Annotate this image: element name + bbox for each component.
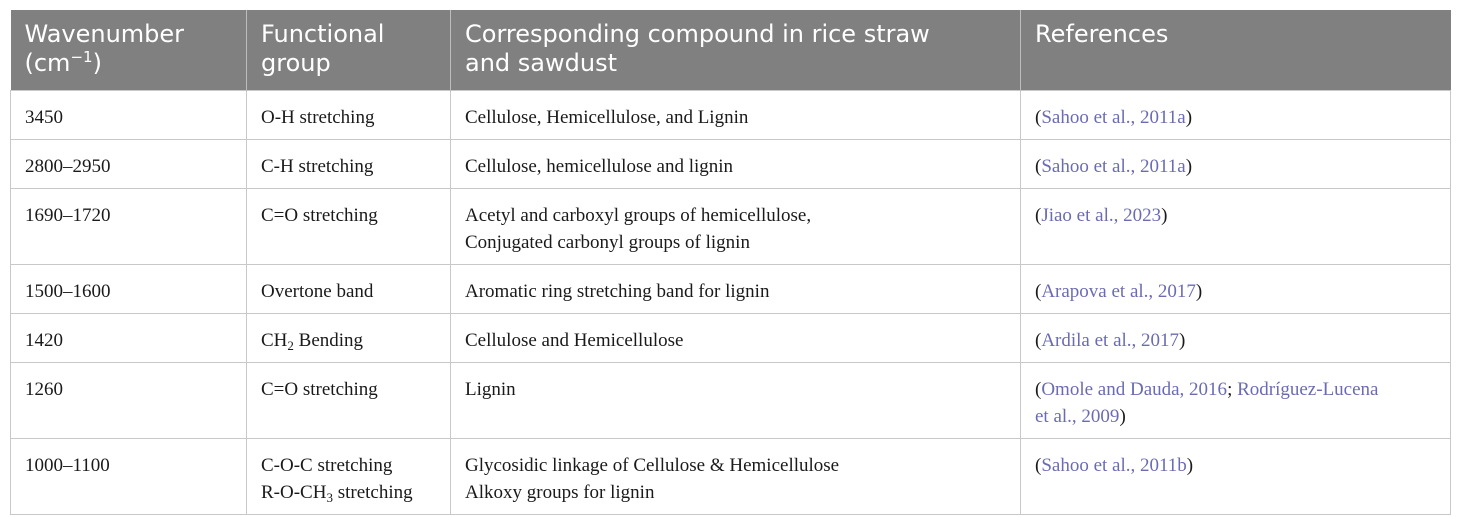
cell-compound: Lignin — [451, 363, 1021, 439]
cell-wavenumber: 2800–2950 — [11, 140, 247, 189]
table-row — [11, 314, 1451, 363]
group-suffix: stretching — [332, 482, 413, 503]
cell-reference — [1021, 439, 1451, 515]
reference-line2 — [1035, 403, 1436, 430]
ref-paren: ) — [1179, 330, 1186, 351]
header-functional-group-line1: Functional — [261, 20, 385, 48]
cell-reference — [1021, 91, 1451, 140]
compound-line2: Alkoxy groups for lignin — [465, 482, 655, 503]
reference-link[interactable]: Arapova et al., 2017 — [1041, 281, 1196, 302]
cell-functional-group: Overtone band — [247, 265, 451, 314]
ref-paren: ) — [1185, 107, 1193, 128]
header-compound-line2: and sawdust — [465, 49, 617, 77]
unit-superscript: −1 — [70, 48, 93, 66]
header-references — [1021, 10, 1451, 91]
header-compound-line1: Corresponding compound in rice straw — [465, 20, 930, 48]
cell-wavenumber: 3450 — [11, 91, 247, 140]
group-formula: R-O-CH — [261, 482, 327, 503]
header-references-label: References — [1035, 20, 1169, 48]
ref-paren: ( — [1035, 205, 1042, 226]
table-row — [11, 363, 1451, 439]
table-row — [11, 189, 1451, 265]
table-row — [11, 439, 1451, 515]
header-functional-group — [247, 10, 451, 91]
ref-paren: ) — [1119, 406, 1126, 427]
compound-line1: Acetyl and carboxyl groups of hemicellulose, — [465, 205, 812, 226]
reference-link[interactable]: Jiao et al., 2023 — [1041, 205, 1162, 226]
header-wavenumber-unit — [25, 49, 233, 78]
cell-wavenumber: 1000–1100 — [11, 439, 247, 515]
group-line1: C-O-C stretching — [261, 455, 393, 476]
cell-compound: Cellulose, Hemicellulose, and Lignin — [451, 91, 1021, 140]
reference-link[interactable]: Sahoo et al., 2011a — [1041, 156, 1186, 177]
cell-wavenumber: 1260 — [11, 363, 247, 439]
table-row — [11, 140, 1451, 189]
ref-paren: ) — [1185, 156, 1193, 177]
ref-paren: ( — [1035, 455, 1042, 476]
ref-paren: ) — [1195, 281, 1203, 302]
cell-compound: Cellulose, hemicellulose and lignin — [451, 140, 1021, 189]
reference-link[interactable]: Rodríguez-Lucena — [1237, 379, 1379, 400]
ref-paren: ( — [1035, 379, 1042, 400]
reference-link[interactable]: et al., 2009 — [1035, 406, 1120, 427]
cell-functional-group: O-H stretching — [247, 91, 451, 140]
reference-link[interactable]: Sahoo et al., 2011a — [1041, 107, 1186, 128]
group-subscript: 3 — [326, 490, 333, 505]
compound-line2: Conjugated carbonyl groups of lignin — [465, 232, 750, 253]
cell-reference — [1021, 314, 1451, 363]
reference-link[interactable]: Omole and Dauda, 2016 — [1041, 379, 1228, 400]
group-line2 — [261, 479, 436, 506]
unit-close: ) — [92, 49, 102, 77]
header-compound — [451, 10, 1021, 91]
cell-functional-group: C=O stretching — [247, 189, 451, 265]
ref-paren: ( — [1035, 330, 1042, 351]
ref-paren: ( — [1035, 156, 1042, 177]
cell-compound: Aromatic ring stretching band for lignin — [451, 265, 1021, 314]
header-functional-group-line2: group — [261, 49, 331, 77]
compound-line1: Glycosidic linkage of Cellulose & Hemicellulose — [465, 455, 840, 476]
cell-reference — [1021, 265, 1451, 314]
cell-wavenumber: 1420 — [11, 314, 247, 363]
cell-compound: Cellulose and Hemicellulose — [451, 314, 1021, 363]
cell-compound — [451, 189, 1021, 265]
cell-compound — [451, 439, 1021, 515]
cell-functional-group — [247, 439, 451, 515]
cell-wavenumber: 1500–1600 — [11, 265, 247, 314]
ref-paren: ) — [1186, 455, 1194, 476]
header-wavenumber — [11, 10, 247, 91]
cell-reference — [1021, 363, 1451, 439]
ref-paren: ( — [1035, 107, 1042, 128]
ref-paren: ( — [1035, 281, 1042, 302]
ref-separator: ; — [1227, 379, 1238, 400]
reference-line1 — [1035, 376, 1436, 403]
cell-functional-group: C-H stretching — [247, 140, 451, 189]
cell-functional-group — [247, 314, 451, 363]
cell-wavenumber: 1690–1720 — [11, 189, 247, 265]
cell-reference — [1021, 189, 1451, 265]
group-formula: CH — [261, 330, 288, 351]
group-subscript: 2 — [287, 338, 294, 353]
ftir-table — [10, 10, 1451, 515]
cell-reference — [1021, 140, 1451, 189]
table-row — [11, 91, 1451, 140]
unit-open: (cm — [24, 49, 71, 77]
table-row — [11, 265, 1451, 314]
reference-link[interactable]: Sahoo et al., 2011b — [1041, 455, 1187, 476]
group-suffix: Bending — [293, 330, 364, 351]
cell-functional-group: C=O stretching — [247, 363, 451, 439]
header-row — [11, 10, 1451, 91]
reference-link[interactable]: Ardila et al., 2017 — [1041, 330, 1180, 351]
header-wavenumber-label: Wavenumber — [24, 20, 185, 48]
ref-paren: ) — [1161, 205, 1168, 226]
